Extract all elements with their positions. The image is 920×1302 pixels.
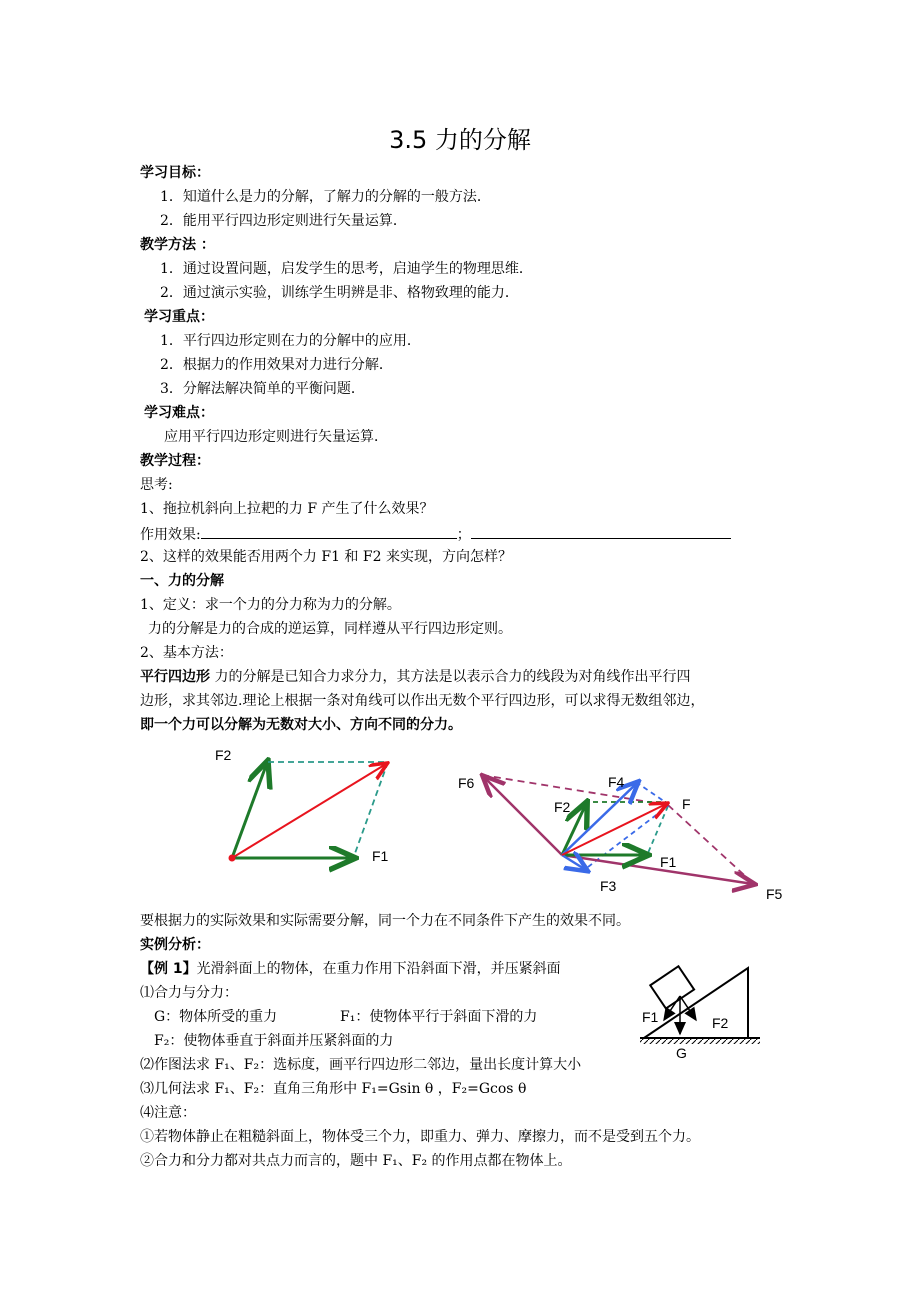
example-1-text: 光滑斜面上的物体，在重力作用下沿斜面下滑，并压紧斜面 [196, 961, 561, 977]
key-point-item: 1．平行四边形定则在力的分解中的应用． [160, 333, 421, 349]
methods-heading: 教学方法 ： [140, 237, 215, 253]
difficulties-heading: 学习难点： [144, 405, 214, 421]
effect-blank-2[interactable] [471, 524, 731, 539]
dashed-side [482, 775, 668, 805]
parallelogram-term: 平行四边形 [140, 669, 210, 685]
f1-label: F1 [372, 848, 389, 864]
effect-blank-1[interactable] [201, 524, 457, 539]
g-label: G [676, 1045, 687, 1061]
f2-label: F2 [554, 799, 571, 815]
f5-arrow [562, 855, 753, 884]
method-item: 2．通过演示实验，训练学生明辨是非、格物致理的能力． [160, 285, 519, 301]
process-heading: 教学过程： [140, 453, 210, 469]
f4-label: F4 [608, 774, 625, 790]
note-1: ①若物体静止在粗糙斜面上，物体受三个力，即重力、弹力、摩擦力，而不是受到五个力。 [140, 1129, 700, 1145]
f2-definition: F₂：使物体垂直于斜面并压紧斜面的力 [154, 1033, 394, 1049]
think-label: 思考: [140, 477, 173, 493]
f1-definition: F₁：使物体平行于斜面下滑的力 [340, 1009, 538, 1025]
step-3: ⑶几何法求 F₁、F₂：直角三角形中 F₁=Gsin θ ，F₂=Gcos θ [140, 1081, 527, 1097]
question-1: 1、拖拉机斜向上拉耙的力 F 产生了什么效果？ [140, 501, 434, 517]
incline-figure [636, 962, 766, 1062]
goal-item: 2．能用平行四边形定则进行矢量运算． [160, 213, 407, 229]
multiple-decomposition-figure [440, 760, 790, 910]
f6-arrow [484, 777, 562, 855]
f4-arrow [562, 783, 637, 855]
resultant-f-arrow [562, 804, 666, 855]
difficulty-item: 应用平行四边形定则进行矢量运算． [164, 429, 388, 445]
key-points-heading: 学习重点： [144, 309, 214, 325]
resultant-arrow [232, 764, 386, 858]
basic-method: 2、基本方法： [140, 645, 233, 661]
dashed-side [354, 762, 388, 856]
example-1-line [140, 960, 561, 978]
method-item: 1．通过设置问题，启发学生的思考，启迪学生的物理思维． [160, 261, 533, 277]
origin-point [229, 855, 236, 862]
goal-item: 1．知道什么是力的分解，了解力的分解的一般方法． [160, 189, 491, 205]
page-title: 3.5 力的分解 [389, 126, 531, 154]
g-definition: G：物体所受的重力 [154, 1009, 278, 1025]
paragraph-text: 力的分解是已知合力求分力，其方法是以表示合力的线段为对角线作出平行四 [214, 669, 691, 685]
f2-arrow [232, 763, 267, 858]
decomposition-note: 要根据力的实际效果和实际需要分解，同一个力在不同条件下产生的效果不同。 [140, 913, 630, 929]
f5-label: F5 [766, 886, 783, 902]
definition: 1、定义：求一个力的分力称为力的分解。 [140, 597, 401, 613]
f1-label: F1 [642, 1009, 659, 1025]
key-point-item: 3．分解法解决简单的平衡问题． [160, 381, 365, 397]
key-point-item: 2．根据力的作用效果对力进行分解． [160, 357, 393, 373]
dashed-side [648, 806, 668, 853]
examples-heading: 实例分析： [140, 937, 210, 953]
f6-label: F6 [458, 775, 475, 791]
f2-label: F2 [712, 1015, 729, 1031]
f2-label: F2 [215, 747, 232, 763]
definition-note: 力的分解是力的合成的逆运算，同样遵从平行四边形定则。 [148, 621, 512, 637]
goals-heading: 学习目标： [140, 165, 210, 181]
block [650, 966, 694, 1008]
f1-label: F1 [660, 854, 677, 870]
parallelogram-figure-1 [200, 740, 420, 880]
f3-label: F3 [600, 878, 617, 894]
example-1-tag: 【例 1】 [140, 961, 197, 977]
f2-arrow [680, 996, 696, 1020]
method-paragraph-line: 边形，求其邻边.理论上根据一条对角线可以作出无数个平行四边形，可以求得无数组邻边， [140, 693, 705, 709]
step-1: ⑴合力与分力： [140, 985, 238, 1001]
step-4: ⑷注意： [140, 1105, 196, 1121]
f-label: F [682, 796, 691, 812]
effect-line [140, 524, 731, 544]
section-heading: 一、力的分解 [140, 573, 224, 589]
step-2: ⑵作图法求 F₁、F₂：选标度，画平行四边形二邻边，量出长度计算大小 [140, 1057, 582, 1073]
note-2: ②合力和分力都对共点力而言的，题中 F₁、F₂ 的作用点都在物体上。 [140, 1153, 572, 1169]
method-paragraph-line [140, 668, 690, 686]
question-2: 2、这样的效果能否用两个力 F1 和 F2 来实现，方向怎样？ [140, 549, 512, 565]
effect-label: 作用效果: [140, 527, 201, 543]
method-paragraph-conclusion: 即一个力可以分解为无数对大小、方向不同的分力。 [140, 717, 462, 733]
effect-separator: ； [456, 527, 471, 543]
